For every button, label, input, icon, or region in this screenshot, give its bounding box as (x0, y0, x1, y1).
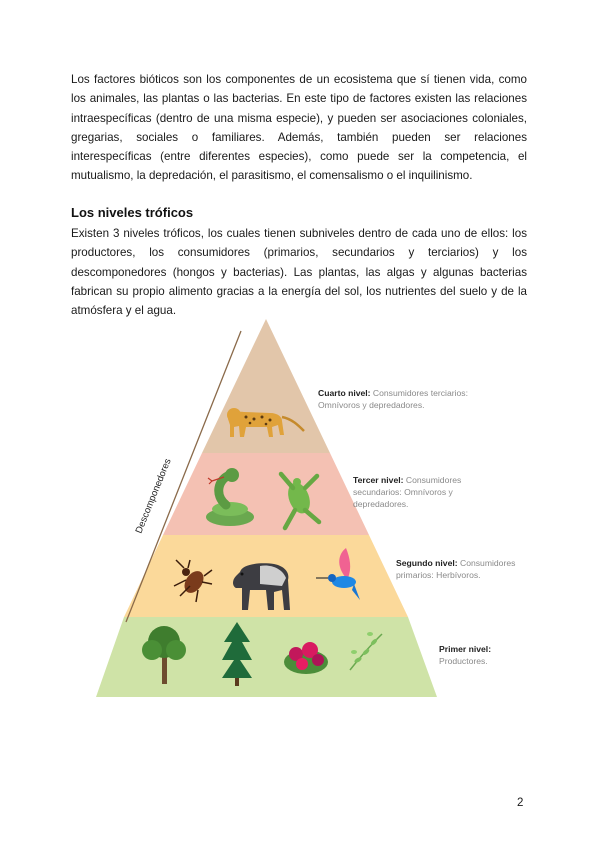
level-1-desc: Productores. (439, 656, 488, 666)
level-3-desc: Consumidores secundarios: Omnívoros y depredadores. (353, 475, 462, 509)
level-1-label (439, 643, 559, 667)
section-heading: Los niveles tróficos (71, 205, 194, 220)
pyramid-level-4 (202, 319, 330, 453)
page-number: 2 (517, 797, 524, 809)
level-2-title: Segundo nivel: (396, 558, 458, 568)
pyramid-level-3 (163, 453, 369, 535)
paragraph-trophic-levels: Existen 3 niveles tróficos, los cuales tienen subniveles dentro de cada uno de ellos: los productores, los consumidores (primarios, secundarios y terciarios) y los descomponedores (hongos y bacterias). Las plantas, las algas y algunas bacterias fabrican su propio alimento gracias a la energía del sol, los nutrientes del suelo y de la atmósfera y el agua. (71, 227, 527, 318)
level-4-title: Cuarto nivel: (318, 388, 371, 398)
level-1-title: Primer nivel: (439, 644, 492, 654)
level-2-desc: Consumidores primarios: Herbívoros. (396, 558, 516, 580)
level-3-label (353, 474, 503, 510)
level-4-label (318, 387, 468, 411)
level-2-label (396, 557, 546, 581)
level-4-desc: Consumidores terciarios: Omnívoros y depredadores. (318, 388, 468, 410)
level-3-title: Tercer nivel: (353, 475, 404, 485)
paragraph-biotic-factors: Los factores bióticos son los componentes de un ecosistema que sí tienen vida, como los animales, las plantas o las bacterias. En este tipo de factores existen las relaciones intraespecíficas (dentro de una misma especie), y pueden ser asociaciones coloniales, gregarias, sociales o familiares. Además, también pueden ser relaciones interespecíficas (entre diferentes especies), como puede ser la competencia, el mutualismo, la depredación, el parasitismo, el comensalismo o el inquilinismo. (71, 73, 527, 183)
decomposers-label: Descomponedores (133, 457, 174, 536)
